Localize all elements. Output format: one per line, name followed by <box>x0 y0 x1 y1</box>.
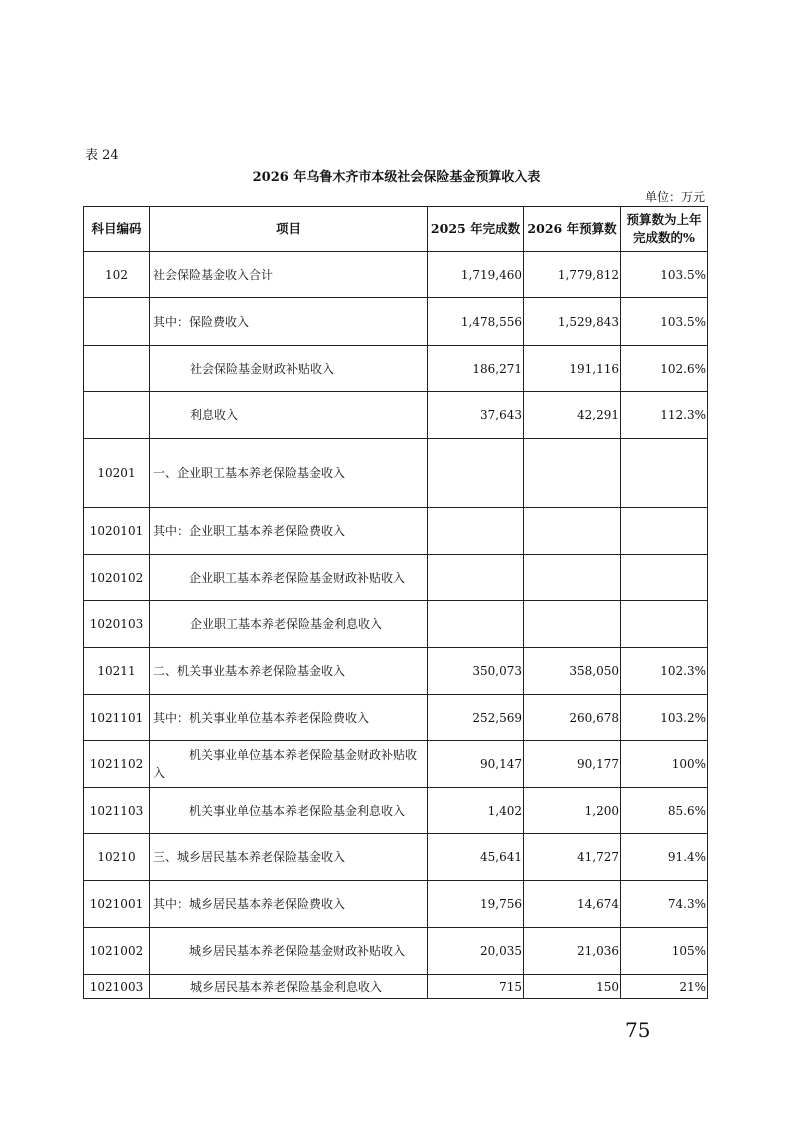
row-2026 <box>524 601 621 648</box>
row-item: 社会保险基金财政补贴收入 <box>150 346 428 392</box>
row-2026: 150 <box>524 975 621 999</box>
unit-label: 单位：万元 <box>644 190 705 204</box>
row-item: 企业职工基本养老保险基金利息收入 <box>150 601 428 648</box>
row-code: 102 <box>84 252 150 298</box>
row-2026: 14,674 <box>524 881 621 928</box>
row-item: 社会保险基金收入合计 <box>150 252 428 298</box>
row-item: 企业职工基本养老保险基金财政补贴收入 <box>150 555 428 601</box>
row-ratio: 103.5% <box>621 298 708 346</box>
table-row <box>84 788 708 834</box>
row-item: 其中：保险费收入 <box>150 298 428 346</box>
row-2025 <box>428 508 524 555</box>
row-item: 利息收入 <box>150 392 428 439</box>
table-row <box>84 928 708 975</box>
row-code: 1021103 <box>84 788 150 834</box>
row-2026: 41,727 <box>524 834 621 881</box>
header-code: 科目编码 <box>84 207 150 252</box>
row-2026: 42,291 <box>524 392 621 439</box>
table-row <box>84 439 708 508</box>
row-code <box>84 392 150 439</box>
row-ratio <box>621 439 708 508</box>
revenue-table <box>83 206 708 999</box>
row-2025: 19,756 <box>428 881 524 928</box>
header-item: 项目 <box>150 207 428 252</box>
row-ratio: 91.4% <box>621 834 708 881</box>
row-2025: 1,478,556 <box>428 298 524 346</box>
row-2025: 1,719,460 <box>428 252 524 298</box>
table-row <box>84 834 708 881</box>
row-ratio: 112.3% <box>621 392 708 439</box>
page-number: 75 <box>625 1018 651 1042</box>
table-row <box>84 252 708 298</box>
row-code: 1021003 <box>84 975 150 999</box>
table-row <box>84 555 708 601</box>
row-code: 1020103 <box>84 601 150 648</box>
table-header-row <box>84 207 708 252</box>
table-row <box>84 392 708 439</box>
row-2026: 1,779,812 <box>524 252 621 298</box>
row-2025: 252,569 <box>428 695 524 741</box>
row-2026 <box>524 555 621 601</box>
row-ratio: 85.6% <box>621 788 708 834</box>
row-2026: 260,678 <box>524 695 621 741</box>
row-item: 其中：机关事业单位基本养老保险费收入 <box>150 695 428 741</box>
row-item: 机关事业单位基本养老保险基金利息收入 <box>150 788 428 834</box>
table-row <box>84 508 708 555</box>
row-code <box>84 346 150 392</box>
table-row <box>84 881 708 928</box>
row-item: 一、企业职工基本养老保险基金收入 <box>150 439 428 508</box>
header-2026: 2026 年预算数 <box>524 207 621 252</box>
table-label: 表 24 <box>85 148 119 163</box>
table-row <box>84 298 708 346</box>
row-2026: 191,116 <box>524 346 621 392</box>
table-row <box>84 346 708 392</box>
row-ratio: 21% <box>621 975 708 999</box>
row-item: 城乡居民基本养老保险基金财政补贴收入 <box>150 928 428 975</box>
row-code: 1020101 <box>84 508 150 555</box>
row-2025: 186,271 <box>428 346 524 392</box>
row-2025 <box>428 439 524 508</box>
row-item: 城乡居民基本养老保险基金利息收入 <box>150 975 428 999</box>
table-row <box>84 741 708 788</box>
row-ratio <box>621 508 708 555</box>
row-2025: 715 <box>428 975 524 999</box>
header-2025: 2025 年完成数 <box>428 207 524 252</box>
row-2025: 1,402 <box>428 788 524 834</box>
row-code: 1021001 <box>84 881 150 928</box>
row-ratio: 102.3% <box>621 648 708 695</box>
row-2025 <box>428 555 524 601</box>
row-2026: 21,036 <box>524 928 621 975</box>
row-ratio <box>621 555 708 601</box>
row-code: 10211 <box>84 648 150 695</box>
row-2025: 20,035 <box>428 928 524 975</box>
header-ratio: 预算数为上年完成数的% <box>621 207 708 252</box>
row-ratio: 105% <box>621 928 708 975</box>
row-ratio: 100% <box>621 741 708 788</box>
table-row <box>84 695 708 741</box>
row-item: 其中：企业职工基本养老保险费收入 <box>150 508 428 555</box>
row-item: 其中：城乡居民基本养老保险费收入 <box>150 881 428 928</box>
row-ratio: 102.6% <box>621 346 708 392</box>
row-ratio: 74.3% <box>621 881 708 928</box>
row-2026 <box>524 439 621 508</box>
row-code <box>84 298 150 346</box>
row-ratio: 103.5% <box>621 252 708 298</box>
row-2025 <box>428 601 524 648</box>
row-2025: 350,073 <box>428 648 524 695</box>
row-item: 机关事业单位基本养老保险基金财政补贴收入 <box>150 741 428 788</box>
row-code: 10201 <box>84 439 150 508</box>
page-title: 2026 年乌鲁木齐市本级社会保险基金预算收入表 <box>252 170 541 185</box>
row-2026: 90,177 <box>524 741 621 788</box>
row-code: 1021102 <box>84 741 150 788</box>
row-code: 10210 <box>84 834 150 881</box>
row-2025: 37,643 <box>428 392 524 439</box>
table-row <box>84 648 708 695</box>
row-code: 1020102 <box>84 555 150 601</box>
row-ratio <box>621 601 708 648</box>
row-item: 二、机关事业基本养老保险基金收入 <box>150 648 428 695</box>
row-item: 三、城乡居民基本养老保险基金收入 <box>150 834 428 881</box>
row-code: 1021002 <box>84 928 150 975</box>
row-2025: 90,147 <box>428 741 524 788</box>
row-2025: 45,641 <box>428 834 524 881</box>
row-2026: 1,529,843 <box>524 298 621 346</box>
row-2026: 1,200 <box>524 788 621 834</box>
row-code: 1021101 <box>84 695 150 741</box>
row-2026: 358,050 <box>524 648 621 695</box>
row-ratio: 103.2% <box>621 695 708 741</box>
table-row <box>84 975 708 999</box>
row-2026 <box>524 508 621 555</box>
table-row <box>84 601 708 648</box>
